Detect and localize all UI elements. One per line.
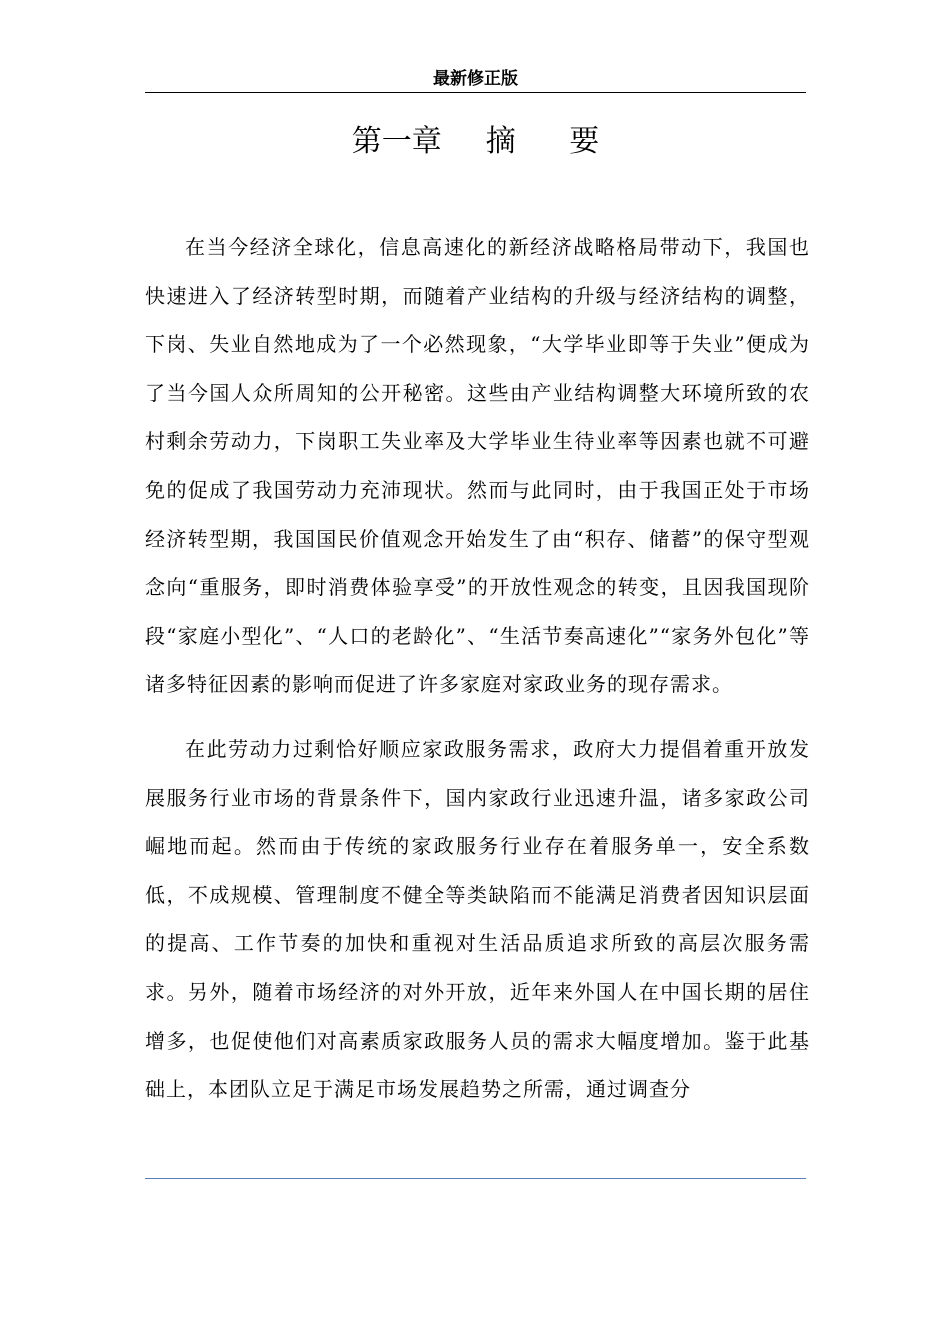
paragraph: 在当今经济全球化，信息高速化的新经济战略格局带动下，我国也快速进入了经济转型时期，而随着产业结构的升级与经济结构的调整，下岗、失业自然地成为了一个必然现象，“大学毕业即等于失业”便成为了当今国人众所周知的公开秘密。这些由产业结构调整大环境所致的农村剩余劳动力，下岗职工失业率及大学毕业生待业率等因素也就不可避免的促成了我国劳动力充沛现状。然而与此同时，由于我国正处于市场经济转型期，我国国民价值观念开始发生了由“积存、储蓄”的保守型观念向“重服务，即时消费体验享受”的开放性观念的转变，且因我国现阶段“家庭小型化”、“人口的老龄化”、“生活节奏高速化”“家务外包化”等诸多特征因素的影响而促进了许多家庭对家政业务的现存需求。 — [145, 235, 810, 697]
chapter-title — [145, 122, 806, 162]
section-divider — [145, 1178, 806, 1179]
chapter-name: 摘 要 — [485, 124, 622, 159]
paragraph: 在此劳动力过剩恰好顺应家政服务需求，政府大力提倡着重开放发展服务行业市场的背景条件下，国内家政行业迅速升温，诸多家政公司崛地而起。然而由于传统的家政服务行业存在着服务单一，安全系数低，不成规模、管理制度不健全等类缺陷而不能满足消费者因知识层面的提高、工作节奏的加快和重视对生活品质追求所致的高层次服务需求。另外，随着市场经济的对外开放，近年来外国人在中国长期的居住增多，也促使他们对高素质家政服务人员的需求大幅度增加。鉴于此基础上，本团队立足于满足市场发展趋势之所需，通过调查分 — [145, 736, 810, 1102]
page-header — [145, 66, 806, 93]
header-text: 最新修正版 — [433, 69, 518, 89]
body-text — [145, 223, 810, 1114]
chapter-number: 第一章 — [351, 124, 442, 159]
